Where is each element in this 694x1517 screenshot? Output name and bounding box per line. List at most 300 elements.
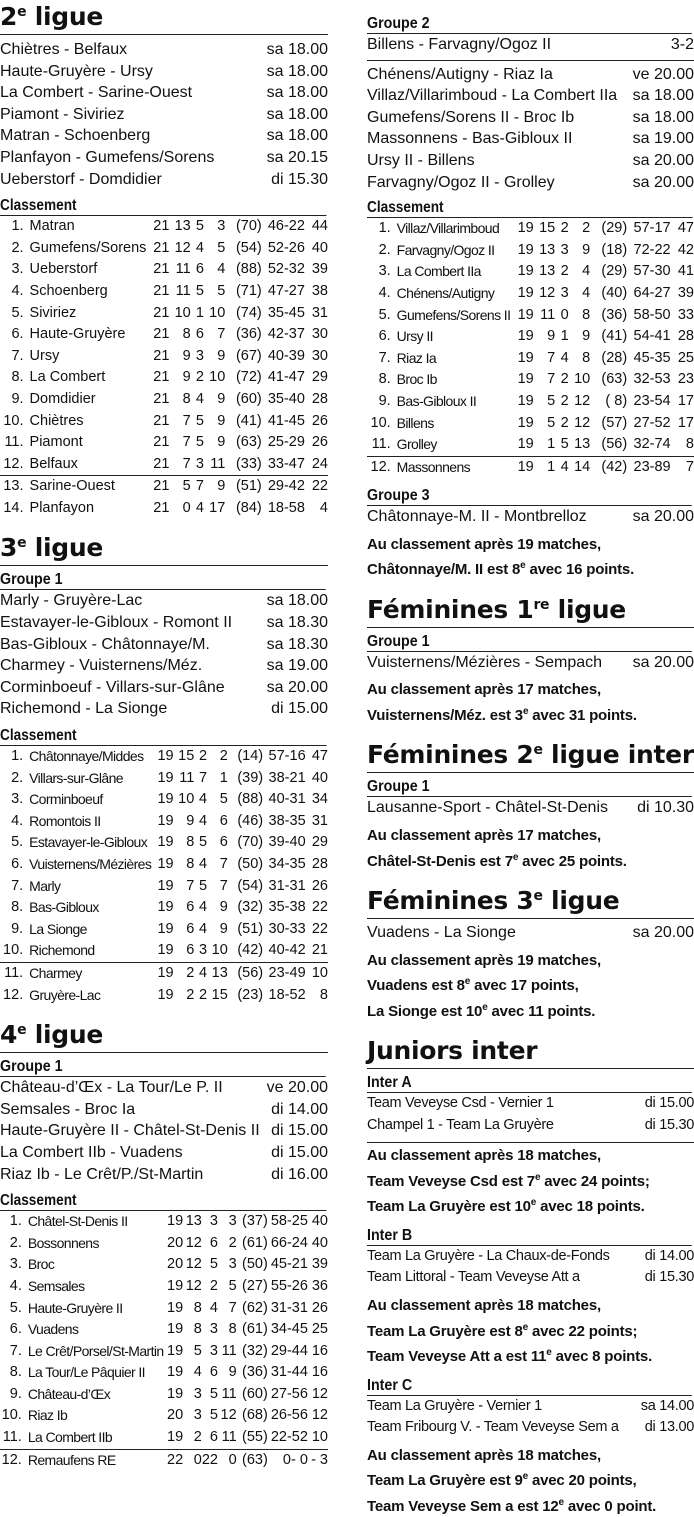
lost-cell: 5 bbox=[219, 791, 228, 808]
fair-play-cell: (18) bbox=[601, 241, 628, 258]
rank-cell: 6. bbox=[11, 856, 24, 872]
won-cell: 7 bbox=[182, 412, 191, 429]
table-row bbox=[0, 1341, 328, 1363]
table-row bbox=[0, 985, 328, 1007]
points-cell: 25 bbox=[677, 349, 694, 366]
team-cell: La Tour/Le Pâquier II bbox=[27, 1364, 145, 1381]
rank-cell: 2. bbox=[9, 1234, 22, 1251]
lost-cell: 7 bbox=[219, 877, 228, 894]
goals-cell: 30-33 bbox=[268, 920, 306, 937]
rank-cell: 6. bbox=[378, 328, 391, 345]
rank-cell: 11. bbox=[367, 434, 391, 456]
table-row bbox=[0, 768, 328, 790]
match-time: sa 18.00 bbox=[266, 62, 328, 80]
lost-cell: 8 bbox=[582, 349, 591, 366]
goals-cell: 23-49 bbox=[268, 964, 306, 981]
won-cell: 1 bbox=[534, 434, 556, 456]
table-row bbox=[367, 369, 694, 391]
rank-cell: 11. bbox=[0, 1427, 22, 1449]
lost-cell: 9 bbox=[217, 390, 226, 407]
rank-cell: 4. bbox=[378, 284, 391, 301]
played-cell: 19 bbox=[167, 1342, 184, 1359]
lost-cell: 10 bbox=[574, 371, 591, 388]
played-cell: 21 bbox=[153, 239, 170, 256]
rank-cell: 9. bbox=[9, 1385, 22, 1402]
match-row bbox=[367, 172, 694, 194]
rank-cell: 8. bbox=[378, 371, 391, 388]
team-cell: Château-d’Œx bbox=[27, 1385, 111, 1402]
match-teams: Champel 1 - Team La Gruyère bbox=[367, 1116, 554, 1133]
match-time: di 14.00 bbox=[644, 1247, 694, 1264]
match-row bbox=[367, 652, 694, 674]
points-cell: 26 bbox=[311, 877, 328, 894]
goals-cell: 18-58 bbox=[267, 499, 305, 516]
matches-feminines-2 bbox=[367, 797, 694, 819]
match-teams: Ursy II - Billens bbox=[367, 151, 475, 169]
match-teams: Massonnens - Bas-Gibloux II bbox=[367, 130, 573, 148]
match-time: sa 18.00 bbox=[266, 592, 328, 610]
match-teams: Chiètres - Belfaux bbox=[0, 41, 128, 58]
drawn-cell: 3 bbox=[209, 1213, 218, 1230]
lost-cell: 7 bbox=[219, 856, 228, 872]
points-cell: 31 bbox=[311, 812, 328, 829]
drawn-cell: 4 bbox=[209, 1299, 218, 1316]
match-teams: Haute-Gruyère II - Châtel-St-Denis II bbox=[0, 1122, 260, 1140]
match-teams: Planfayon - Gumefens/Sorens bbox=[0, 148, 215, 166]
table-row bbox=[367, 240, 694, 262]
team-cell: Broc Ib bbox=[396, 371, 437, 388]
fair-play-cell: (70) bbox=[235, 218, 262, 235]
points-cell: 23 bbox=[677, 371, 694, 388]
match-row bbox=[367, 85, 694, 107]
matches-inter-c bbox=[367, 1396, 694, 1439]
match-row bbox=[0, 677, 328, 699]
group-heading: Groupe 2 bbox=[367, 14, 692, 34]
points-cell: 38 bbox=[311, 282, 328, 299]
played-cell: 20 bbox=[167, 1256, 184, 1273]
rank-cell: 14. bbox=[3, 499, 24, 516]
match-teams: Charmey - Vuisternens/Méz. bbox=[0, 657, 203, 675]
points-cell: 4 bbox=[319, 499, 328, 516]
team-cell: Richemond bbox=[23, 940, 151, 962]
drawn-cell: 3 bbox=[209, 1342, 218, 1359]
team-cell: Ueberstorf bbox=[29, 261, 98, 278]
goals-cell: 52-32 bbox=[267, 261, 305, 278]
lost-cell: 9 bbox=[219, 899, 228, 916]
group-heading: Inter C bbox=[367, 1376, 692, 1396]
fair-play-cell: (28) bbox=[601, 349, 628, 366]
matches-feminines-1 bbox=[367, 652, 694, 674]
goals-cell: 57-30 bbox=[633, 263, 671, 280]
played-cell: 19 bbox=[517, 458, 534, 475]
played-cell: 19 bbox=[157, 986, 174, 1003]
played-cell: 19 bbox=[167, 1213, 184, 1230]
table-row bbox=[0, 811, 328, 833]
fair-play-cell: (39) bbox=[237, 769, 264, 786]
points-cell: 30 bbox=[311, 326, 328, 343]
match-time: di 15.00 bbox=[271, 700, 328, 718]
match-row bbox=[0, 147, 328, 169]
table-row bbox=[0, 346, 328, 368]
drawn-cell: 2 bbox=[209, 1277, 218, 1294]
lost-cell: 4 bbox=[217, 261, 226, 278]
match-teams: Ueberstorf - Domdidier bbox=[0, 170, 162, 188]
played-cell: 19 bbox=[157, 899, 174, 916]
result-match: Billens - Farvagny/Ogoz II bbox=[367, 36, 552, 53]
team-cell: Gumefens/Sorens II bbox=[396, 306, 511, 323]
lost-cell: 12 bbox=[574, 414, 591, 431]
played-cell: 19 bbox=[157, 791, 174, 808]
match-teams: Château-d’Œx - La Tour/Le P. II bbox=[0, 1079, 223, 1097]
classement-heading: Classement bbox=[0, 196, 326, 216]
match-teams: Richemond - La Sionge bbox=[0, 700, 168, 718]
team-cell: La Sionge bbox=[29, 920, 87, 937]
fair-play-cell: (51) bbox=[235, 478, 262, 495]
points-cell: 40 bbox=[311, 1234, 328, 1251]
played-cell: 19 bbox=[517, 284, 534, 301]
goals-cell: 31-31 bbox=[268, 877, 306, 894]
rank-cell: 7. bbox=[11, 877, 24, 894]
drawn-cell: 5 bbox=[209, 1256, 218, 1273]
match-row bbox=[367, 107, 694, 129]
match-teams: Farvagny/Ogoz II - Grolley bbox=[367, 173, 555, 191]
fair-play-cell: (32) bbox=[242, 1342, 268, 1359]
points-cell: 8 bbox=[319, 986, 328, 1003]
rank-cell: 5. bbox=[11, 304, 24, 321]
lost-cell: 14 bbox=[574, 458, 591, 475]
played-cell: 21 bbox=[153, 304, 170, 321]
match-row bbox=[0, 104, 328, 126]
points-cell: 47 bbox=[311, 748, 328, 765]
table-row bbox=[367, 326, 694, 348]
match-row bbox=[367, 1246, 694, 1268]
table-row bbox=[0, 789, 328, 811]
goals-cell: 57-17 bbox=[633, 220, 671, 237]
match-time: sa 14.00 bbox=[640, 1397, 694, 1414]
points-cell: 40 bbox=[311, 769, 328, 786]
table-row bbox=[367, 261, 694, 283]
drawn-cell: 2 bbox=[560, 220, 569, 237]
team-cell: La Combert IIb bbox=[22, 1427, 164, 1449]
points-cell: 17 bbox=[677, 392, 694, 409]
rank-cell: 7. bbox=[11, 347, 24, 364]
table-row bbox=[0, 746, 328, 768]
drawn-cell: 2 bbox=[198, 748, 208, 765]
points-cell: 28 bbox=[311, 390, 328, 407]
table-row bbox=[0, 876, 328, 898]
classement-heading: Classement bbox=[367, 198, 692, 218]
standing-note: Au classement après 17 matches, Châtel-St-Denis est 7e avec 25 points. bbox=[367, 827, 627, 870]
team-cell: Remaufens RE bbox=[27, 1451, 116, 1468]
points-cell: 29 bbox=[311, 834, 328, 851]
table-row bbox=[0, 919, 328, 941]
drawn-cell: 6 bbox=[195, 261, 204, 278]
table-row bbox=[0, 1211, 328, 1233]
table-row bbox=[0, 1319, 328, 1341]
rank-cell: 10. bbox=[370, 414, 391, 431]
goals-cell: 33-47 bbox=[262, 454, 305, 476]
won-cell: 3 bbox=[193, 1385, 202, 1402]
lost-cell: 12 bbox=[220, 1407, 237, 1424]
match-teams: Estavayer-le-Gibloux - Romont II bbox=[0, 614, 233, 632]
match-row bbox=[0, 82, 328, 104]
matches-2e-ligue bbox=[0, 39, 328, 190]
match-time: sa 18.00 bbox=[266, 84, 328, 102]
match-time: di 15.00 bbox=[271, 1122, 328, 1140]
match-time: sa 20.15 bbox=[266, 148, 328, 166]
lost-cell: 6 bbox=[219, 812, 228, 829]
rank-cell: 6. bbox=[11, 326, 24, 343]
lost-cell: 7 bbox=[228, 1299, 237, 1316]
won-cell: 11 bbox=[179, 769, 195, 786]
standing-note: Au classement après 17 matches, Vuisternens/Méz. est 3e avec 31 points. bbox=[367, 681, 637, 724]
played-cell: 19 bbox=[157, 920, 174, 937]
played-cell: 21 bbox=[153, 326, 170, 343]
match-teams: Team Fribourg V. - Team Veveyse Sem a bbox=[367, 1419, 619, 1436]
drawn-cell: 3 bbox=[195, 347, 204, 364]
drawn-cell: 4 bbox=[198, 812, 208, 829]
lost-cell: 9 bbox=[228, 1364, 237, 1381]
match-teams: Haute-Gruyère - Ursy bbox=[0, 62, 153, 80]
played-cell: 21 bbox=[153, 369, 170, 386]
lost-cell: 12 bbox=[574, 392, 591, 409]
table-row bbox=[0, 1449, 328, 1471]
rank-cell: 3. bbox=[9, 1256, 22, 1273]
table-row bbox=[0, 1254, 328, 1276]
drawn-cell: 5 bbox=[209, 1407, 218, 1424]
matches-inter-a bbox=[367, 1093, 694, 1136]
points-cell: 33 bbox=[677, 306, 694, 323]
match-time: sa 20.00 bbox=[266, 678, 328, 696]
rank-cell: 6. bbox=[9, 1321, 22, 1338]
table-row bbox=[0, 259, 328, 281]
lost-cell: 6 bbox=[219, 834, 228, 851]
won-cell: 12 bbox=[185, 1234, 202, 1251]
goals-cell: 34-45 bbox=[270, 1321, 308, 1338]
table-row bbox=[0, 411, 328, 433]
points-cell: 31 bbox=[311, 304, 328, 321]
team-cell: Villars-sur-Glâne bbox=[29, 769, 123, 786]
won-cell: 8 bbox=[193, 1321, 202, 1338]
rank-cell: 8. bbox=[11, 369, 24, 386]
lost-cell: 5 bbox=[228, 1277, 237, 1294]
match-teams: Gumefens/Sorens II - Broc Ib bbox=[367, 108, 575, 126]
won-cell: 9 bbox=[182, 347, 191, 364]
rank-cell: 11. bbox=[4, 964, 24, 981]
rank-cell: 7. bbox=[378, 349, 391, 366]
drawn-cell: 5 bbox=[195, 434, 204, 451]
match-time: sa 20.00 bbox=[632, 151, 694, 169]
points-cell: 12 bbox=[311, 1407, 328, 1424]
match-row bbox=[0, 590, 328, 612]
points-cell: 26 bbox=[311, 434, 328, 451]
won-cell: 2 bbox=[186, 964, 195, 981]
goals-cell: 47-27 bbox=[267, 282, 305, 299]
lost-cell: 0 bbox=[228, 1451, 237, 1468]
section-title-feminines-3e-ligue: Féminines 3e ligue bbox=[367, 880, 694, 919]
match-time: di 15.00 bbox=[271, 1143, 328, 1161]
points-cell: 22 bbox=[311, 920, 328, 937]
team-cell: Charmey bbox=[29, 964, 82, 981]
won-cell: 3 bbox=[193, 1407, 202, 1424]
played-cell: 19 bbox=[157, 812, 174, 829]
result-row bbox=[367, 34, 694, 61]
goals-cell: 52-26 bbox=[267, 239, 305, 256]
table-row bbox=[0, 432, 328, 454]
team-cell: Romontois II bbox=[29, 812, 101, 829]
points-cell: 40 bbox=[311, 239, 328, 256]
team-cell: Bas-Gibloux bbox=[29, 899, 99, 916]
played-cell: 21 bbox=[153, 390, 170, 407]
team-cell: Chénens/Autigny bbox=[396, 284, 495, 301]
goals-cell: 23-89 bbox=[633, 458, 671, 475]
fair-play-cell: (50) bbox=[237, 856, 264, 872]
goals-cell: 35-40 bbox=[267, 390, 305, 407]
table-row bbox=[0, 389, 328, 411]
fair-play-cell: (88) bbox=[235, 261, 262, 278]
lost-cell: 3 bbox=[217, 218, 226, 235]
rank-cell: 9. bbox=[11, 920, 24, 937]
played-cell: 19 bbox=[164, 1427, 184, 1449]
team-cell: Farvagny/Ogoz II bbox=[396, 241, 495, 258]
played-cell: 19 bbox=[157, 769, 174, 786]
lost-cell: 3 bbox=[228, 1256, 237, 1273]
goals-cell: 58-25 bbox=[270, 1213, 308, 1230]
points-cell: 12 bbox=[311, 1385, 328, 1402]
won-cell: 8 bbox=[186, 834, 195, 851]
won-cell: 10 bbox=[174, 304, 191, 321]
drawn-cell: 2 bbox=[560, 392, 569, 409]
match-row bbox=[0, 1077, 328, 1099]
match-row bbox=[0, 698, 328, 720]
won-cell: 5 bbox=[193, 1342, 202, 1359]
fair-play-cell: (41) bbox=[235, 412, 262, 429]
goals-cell: 46-22 bbox=[267, 218, 305, 235]
team-cell: Ursy bbox=[29, 347, 60, 364]
goals-cell: 41-45 bbox=[267, 412, 305, 429]
rank-cell: 12. bbox=[0, 454, 24, 476]
team-cell: Grolley bbox=[391, 434, 511, 456]
match-teams: La Combert IIb - Vuadens bbox=[0, 1143, 183, 1161]
table-row bbox=[0, 498, 328, 520]
table-row bbox=[0, 324, 328, 346]
rank-cell: 1. bbox=[11, 218, 24, 235]
match-teams: Chénens/Autigny - Riaz Ia bbox=[367, 65, 553, 83]
rank-cell: 11. bbox=[4, 434, 24, 451]
rank-cell: 9. bbox=[378, 392, 391, 409]
played-cell: 19 bbox=[167, 1364, 184, 1381]
won-cell: 8 bbox=[182, 326, 191, 343]
fair-play-cell: (70) bbox=[237, 834, 264, 851]
table-row bbox=[0, 1427, 328, 1449]
won-cell: 7 bbox=[186, 877, 195, 894]
played-cell: 20 bbox=[167, 1234, 184, 1251]
drawn-cell: 5 bbox=[195, 282, 204, 299]
table-row bbox=[367, 305, 694, 327]
match-teams: La Combert - Sarine-Ouest bbox=[0, 84, 193, 102]
played-cell: 19 bbox=[157, 877, 174, 894]
won-cell: 13 bbox=[539, 241, 556, 258]
fair-play-cell: (29) bbox=[601, 263, 628, 280]
rank-cell: 2. bbox=[378, 241, 391, 258]
lost-cell: 8 bbox=[582, 306, 591, 323]
match-time: sa 19.00 bbox=[266, 657, 328, 675]
won-cell: 9 bbox=[186, 812, 195, 829]
goals-cell: 18-52 bbox=[268, 986, 306, 1003]
rank-cell: 2. bbox=[11, 769, 24, 786]
played-cell: 19 bbox=[517, 220, 534, 237]
team-cell: Schoenberg bbox=[29, 282, 108, 299]
match-row bbox=[367, 922, 694, 944]
match-row bbox=[367, 1417, 694, 1439]
goals-cell: 25-29 bbox=[267, 434, 305, 451]
drawn-cell: 4 bbox=[198, 791, 208, 808]
match-teams: Matran - Schoenberg bbox=[0, 127, 151, 145]
team-cell: Bossonnens bbox=[27, 1234, 99, 1251]
fair-play-cell: (50) bbox=[242, 1256, 268, 1273]
match-teams: Bas-Gibloux - Châtonnaye/M. bbox=[0, 635, 210, 653]
fair-play-cell: (88) bbox=[237, 791, 264, 808]
standing-note: Au classement après 18 matches, Team Veveyse Csd est 7e avec 24 points; Team La Gruyère est 10e avec 18 points. bbox=[367, 1142, 694, 1218]
table-row bbox=[0, 854, 328, 876]
lost-cell: 3 bbox=[228, 1213, 237, 1230]
fair-play-cell: (63) bbox=[242, 1451, 268, 1468]
points-cell: 29 bbox=[311, 369, 328, 386]
table-row bbox=[367, 348, 694, 370]
fair-play-cell: (67) bbox=[235, 347, 262, 364]
matches-groupe-2 bbox=[367, 64, 694, 194]
won-cell: 13 bbox=[174, 218, 191, 235]
team-cell: Siviriez bbox=[29, 304, 77, 321]
drawn-cell: 5 bbox=[195, 218, 204, 235]
match-teams: Team Veveyse Csd - Vernier 1 bbox=[367, 1095, 554, 1112]
team-cell: Estavayer-le-Gibloux bbox=[29, 834, 148, 851]
standing-note: Au classement après 19 matches, Châtonnaye/M. II est 8e avec 16 points. bbox=[367, 535, 635, 579]
table-row bbox=[367, 456, 694, 478]
table-row bbox=[367, 283, 694, 305]
played-cell: 19 bbox=[151, 940, 173, 962]
drawn-cell: 5 bbox=[198, 877, 208, 894]
goals-cell: 34-35 bbox=[268, 856, 306, 872]
rank-cell: 12. bbox=[3, 986, 24, 1003]
matches-inter-b bbox=[367, 1246, 694, 1289]
lost-cell: 10 bbox=[207, 940, 228, 962]
lost-cell: 13 bbox=[569, 434, 591, 456]
match-time: sa 18.30 bbox=[266, 614, 328, 632]
table-row bbox=[0, 1276, 328, 1298]
group-heading: Inter B bbox=[367, 1226, 692, 1246]
goals-cell: 64-27 bbox=[633, 284, 671, 301]
fair-play-cell: (37) bbox=[242, 1213, 268, 1230]
match-teams: Riaz Ib - Le Crêt/P./St-Martin bbox=[0, 1165, 204, 1183]
points-cell: 26 bbox=[311, 412, 328, 429]
rank-cell: 1. bbox=[378, 220, 391, 237]
won-cell: 2 bbox=[186, 986, 195, 1003]
match-row bbox=[0, 612, 328, 634]
drawn-cell: 22 bbox=[201, 1451, 218, 1468]
fair-play-cell: (32) bbox=[237, 899, 264, 916]
played-cell: 21 bbox=[153, 218, 170, 235]
left-column bbox=[0, 0, 328, 1471]
played-cell: 19 bbox=[517, 392, 534, 409]
team-cell: Ursy II bbox=[396, 328, 433, 345]
match-teams: Corminboeuf - Villars-sur-Glâne bbox=[0, 678, 225, 696]
played-cell: 19 bbox=[517, 349, 534, 366]
standing-note: Au classement après 18 matches, Team La Gruyère est 9e avec 20 points, Team Veveyse Sem a est 12e avec 0 point. bbox=[367, 1446, 657, 1515]
team-cell: Riaz Ib bbox=[27, 1407, 68, 1424]
lost-cell: 9 bbox=[217, 347, 226, 364]
drawn-cell: 5 bbox=[555, 434, 569, 456]
